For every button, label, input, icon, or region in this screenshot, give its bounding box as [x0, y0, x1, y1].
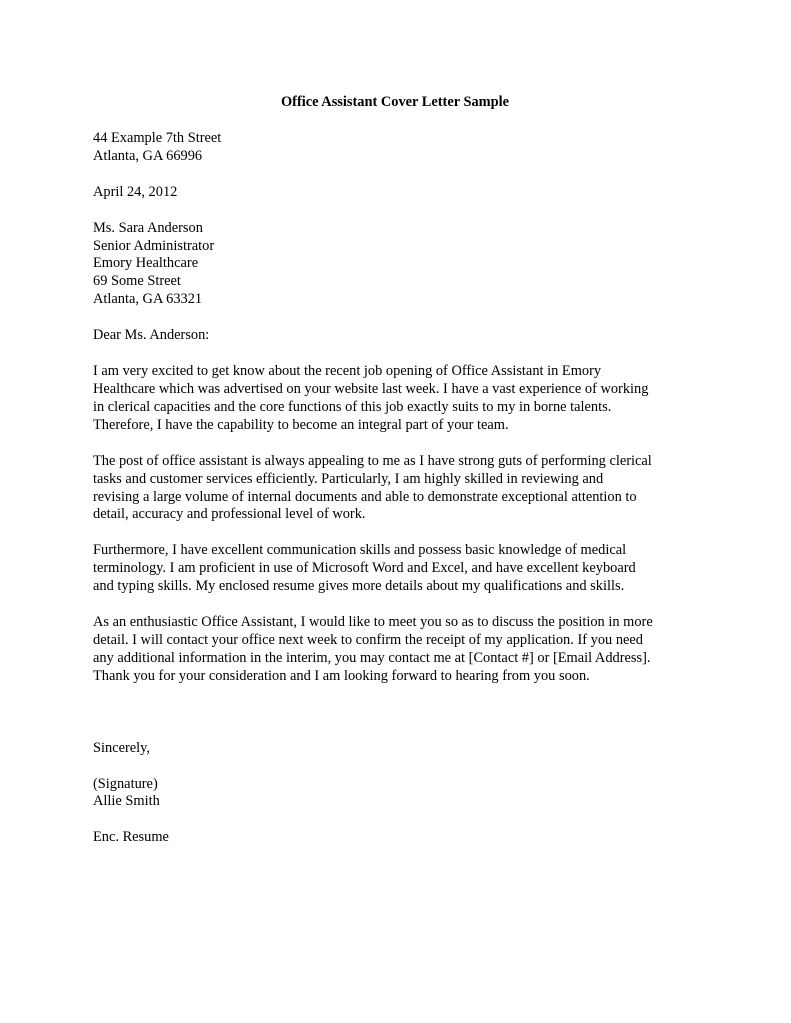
signature-block [93, 776, 703, 812]
paragraph-line: any additional information in the interim, you may contact me at [Contact #] or [Email Address]. [93, 649, 651, 666]
paragraph-line: tasks and customer services efficiently. Particularly, I am highly skilled in reviewing and [93, 470, 604, 487]
body-paragraph-1 [93, 363, 703, 435]
recipient-street: 69 Some Street [93, 273, 181, 290]
paragraph-line: Thank you for your consideration and I am looking forward to hearing from you soon. [93, 667, 590, 684]
paragraph-line: revising a large volume of internal documents and able to demonstrate exceptional attention to [93, 488, 637, 505]
body-paragraph-4 [93, 614, 703, 686]
paragraph-line: and typing skills. My enclosed resume gives more details about my qualifications and skills. [93, 578, 625, 595]
recipient-company: Emory Healthcare [93, 255, 199, 272]
paragraph-line: in clerical capacities and the core functions of this job exactly suits to my in borne talents. [93, 398, 612, 415]
sender-city: Atlanta, GA 66996 [93, 147, 203, 164]
document-title: Office Assistant Cover Letter Sample [280, 94, 510, 110]
paragraph-line: Therefore, I have the capability to become an integral part of your team. [93, 416, 509, 433]
body-paragraph-3 [93, 542, 703, 596]
closing [93, 740, 703, 758]
cover-letter [93, 94, 703, 865]
body-paragraph-2 [93, 453, 703, 525]
paragraph-line: Furthermore, I have excellent communication skills and possess basic knowledge of medical [93, 542, 627, 559]
salutation [93, 327, 703, 345]
letter-date [93, 184, 703, 202]
paragraph-line: detail. I will contact your office next week to confirm the receipt of my application. If you need [93, 631, 643, 648]
paragraph-line: As an enthusiastic Office Assistant, I would like to meet you so as to discuss the position in more [93, 614, 653, 631]
signer-name: Allie Smith [93, 793, 160, 810]
date-text: April 24, 2012 [93, 183, 178, 200]
signature-placeholder: (Signature) [93, 775, 158, 792]
enclosure-text: Enc. Resume [93, 829, 169, 846]
paragraph-line: detail, accuracy and professional level of work. [93, 506, 366, 523]
paragraph-line: I am very excited to get know about the recent job opening of Office Assistant in Emory [93, 363, 602, 380]
paragraph-line: terminology. I am proficient in use of Microsoft Word and Excel, and have excellent keyboard [93, 560, 636, 577]
paragraph-line: The post of office assistant is always appealing to me as I have strong guts of performing clerical [93, 452, 652, 469]
enclosure [93, 829, 703, 847]
paragraph-line: Healthcare which was advertised on your website last week. I have a vast experience of working [93, 380, 649, 397]
salutation-text: Dear Ms. Anderson: [93, 327, 210, 344]
closing-text: Sincerely, [93, 739, 151, 756]
recipient-name: Ms. Sara Anderson [93, 219, 203, 236]
spacer [93, 704, 703, 740]
recipient-city: Atlanta, GA 63321 [93, 291, 203, 308]
sender-address [93, 130, 703, 166]
recipient-address [93, 220, 703, 310]
sender-street: 44 Example 7th Street [93, 129, 222, 146]
recipient-title: Senior Administrator [93, 237, 215, 254]
